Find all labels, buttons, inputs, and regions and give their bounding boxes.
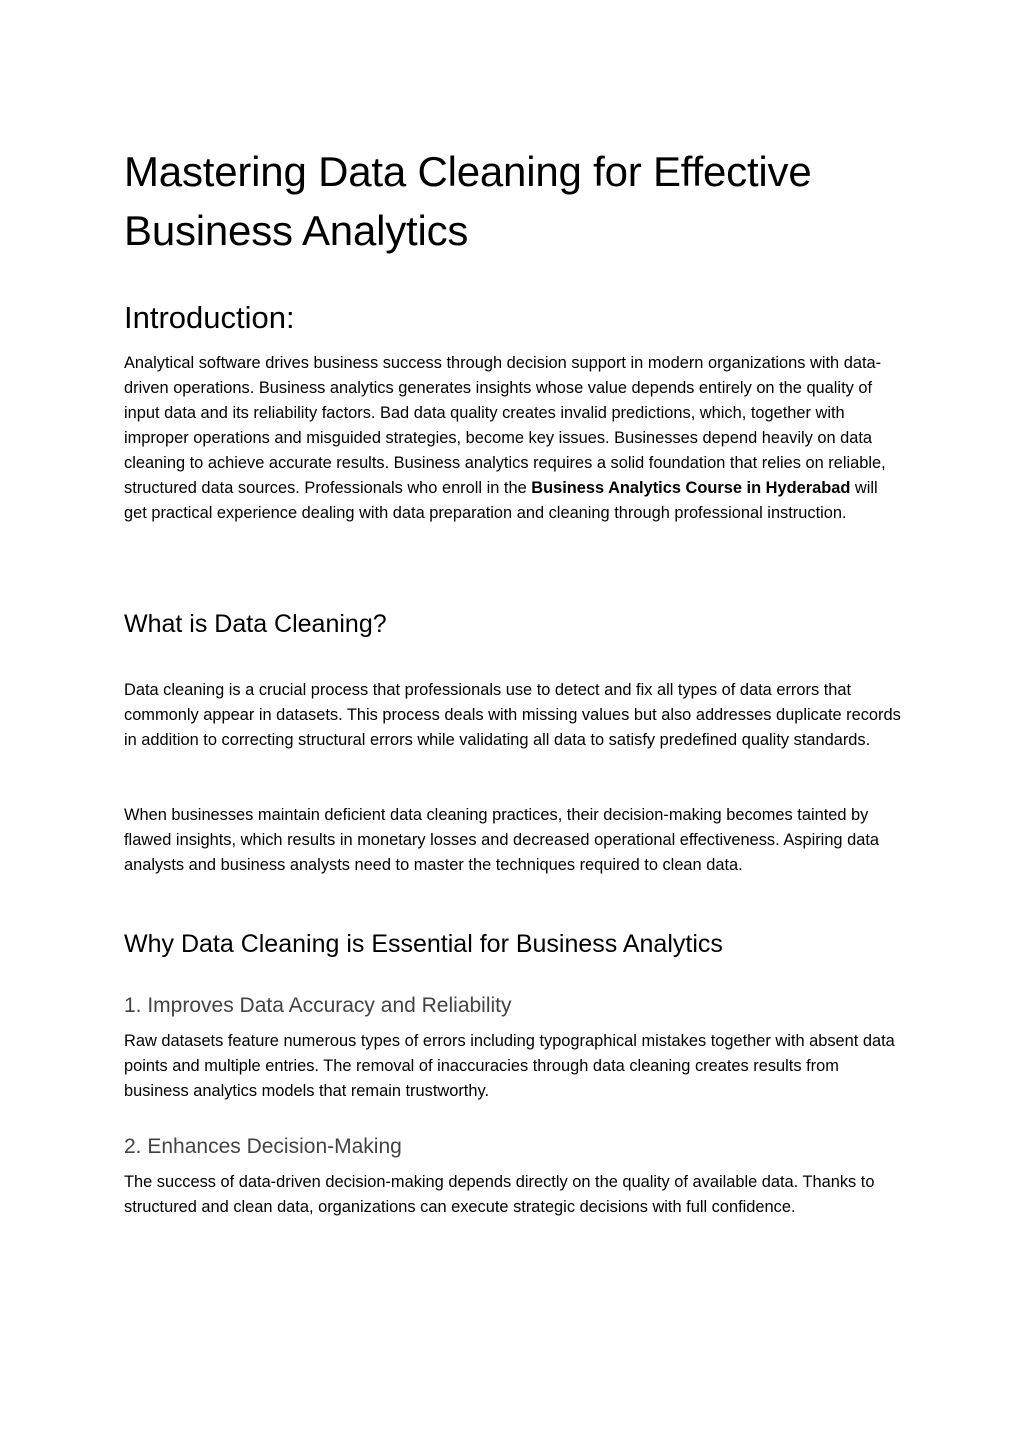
- what-is-data-cleaning-heading: What is Data Cleaning?: [124, 610, 387, 638]
- introduction-text-end: will get practical experience dealing with data preparation and cleaning through professional instruction.: [124, 479, 878, 522]
- introduction-heading: Introduction:: [124, 300, 295, 335]
- course-name-bold: Business Analytics Course in Hyderabad: [531, 479, 851, 497]
- what-is-paragraph-2: When businesses maintain deficient data cleaning practices, their decision-making becomes tainted by flawed insights, which results in monetary losses and decreased operational effectiveness. Aspiring data analysts and business analysts need to master the techniques required to clean data.: [124, 806, 880, 874]
- document-title: Mastering Data Cleaning for Effective Business Analytics: [124, 148, 812, 254]
- point-2-paragraph: The success of data-driven decision-making depends directly on the quality of available data. Thanks to structured and clean data, organizations can execute strategic decisions with full confidence.: [124, 1173, 875, 1216]
- point-1-paragraph: Raw datasets feature numerous types of errors including typographical mistakes together with absent data points and multiple entries. The removal of inaccuracies through data cleaning creates results from business analytics models that remain trustworthy.: [124, 1032, 895, 1100]
- introduction-text-start: Analytical software drives business success through decision support in modern organizations with data-driven operations. Business analytics generates insights whose value depends entirely on the quality of input data and its reliability factors. Bad data quality creates invalid predictions, which, together with improper operations and misguided strategies, become key issues. Businesses depend heavily on data cleaning to achieve accurate results. Business analytics requires a solid foundation that relies on reliable, structured data sources. Professionals who enroll in the: [124, 354, 886, 497]
- what-is-paragraph-1: Data cleaning is a crucial process that professionals use to detect and fix all types of data errors that commonly appear in datasets. This process deals with missing values but also addresses duplicate records in addition to correcting structural errors while validating all data to satisfy predefined quality standards.: [124, 681, 901, 749]
- point-1-heading: 1. Improves Data Accuracy and Reliability: [124, 994, 512, 1017]
- point-2-heading: 2. Enhances Decision-Making: [124, 1135, 402, 1158]
- introduction-paragraph: [124, 351, 904, 526]
- why-essential-heading: Why Data Cleaning is Essential for Business Analytics: [124, 930, 723, 958]
